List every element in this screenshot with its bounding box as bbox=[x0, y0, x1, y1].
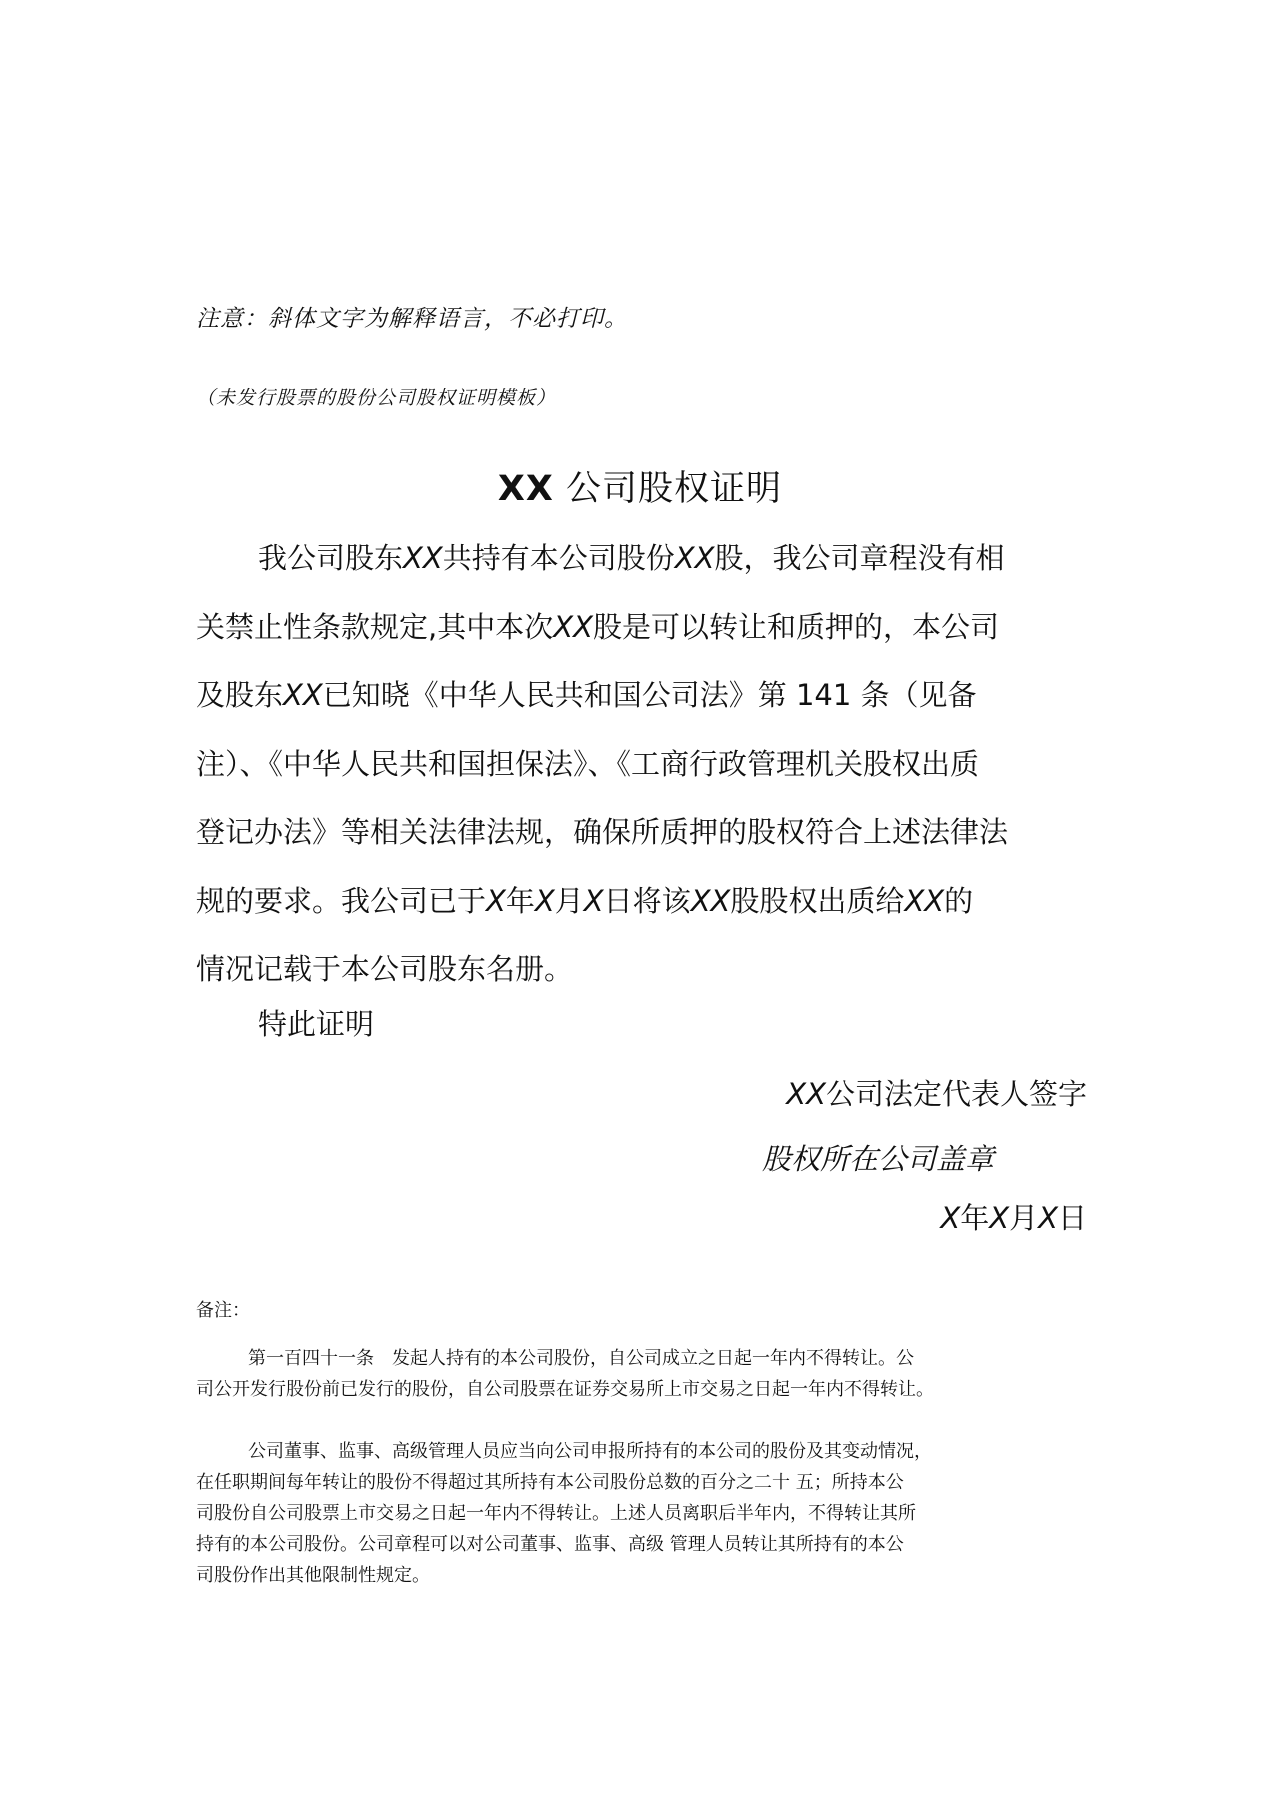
template-subtitle: （未发行股票的股份公司股权证明模板） bbox=[196, 387, 557, 409]
remarks-paragraph-2 bbox=[196, 1436, 1096, 1591]
body-line-4: 注）、《中华人民共和国担保法》、《工商行政管理机关股权出质 bbox=[196, 746, 980, 781]
remark-line: 公司董事、监事、高级管理人员应当向公司申报所持有的本公司的股份及其变动情况， bbox=[248, 1441, 932, 1462]
placeholder-xx: XX bbox=[403, 541, 443, 575]
remark-line: 第一百四十一条 发起人持有的本公司股份，自公司成立之日起一年内不得转让。公 bbox=[248, 1348, 914, 1369]
text-segment: 月 bbox=[1009, 1201, 1039, 1235]
placeholder-xx: XX bbox=[904, 883, 945, 918]
signature-date bbox=[940, 1184, 1087, 1252]
text-segment: 日 bbox=[1057, 1201, 1087, 1235]
remarks-label: 备注： bbox=[196, 1300, 250, 1321]
note-text: 注意：斜体文字为解释语言，不必打印。 bbox=[196, 306, 628, 332]
remark-line: 司股份作出其他限制性规定。 bbox=[196, 1565, 430, 1586]
text-segment: 关禁止性条款规定,其中本次 bbox=[196, 609, 554, 644]
placeholder-xx: XX bbox=[283, 678, 323, 712]
signature-label: 公司法定代表人签字 bbox=[825, 1077, 1087, 1111]
placeholder-month: X bbox=[989, 1201, 1010, 1235]
text-segment: 及股东 bbox=[196, 678, 284, 712]
closing-text: 特此证明 bbox=[258, 1007, 375, 1041]
certificate-body bbox=[196, 524, 1096, 1004]
body-line-3 bbox=[196, 661, 1096, 730]
text-segment: 已知晓《中华人民共和国公司法》第 141 条（见备 bbox=[322, 678, 977, 712]
placeholder-month: X bbox=[534, 883, 555, 918]
remark-line: 司股份自公司股票上市交易之日起一年内不得转让。上述人员离职后半年内，不得转让其所 bbox=[196, 1503, 916, 1524]
body-line-6 bbox=[196, 867, 1096, 936]
company-seal-note: 股权所在公司盖章 bbox=[762, 1142, 995, 1176]
remark-line: 在任职期间每年转让的股份不得超过其所持有本公司股份总数的百分之二十 五；所持本公 bbox=[196, 1472, 904, 1493]
placeholder-xx: XX bbox=[786, 1077, 826, 1111]
placeholder-day: X bbox=[583, 883, 604, 918]
placeholder-year: X bbox=[940, 1201, 961, 1235]
title-text: 公司股权证明 bbox=[566, 469, 783, 509]
placeholder-xx: XX bbox=[553, 609, 593, 644]
body-line-7: 情况记载于本公司股东名册。 bbox=[196, 952, 574, 986]
representative-signature bbox=[786, 1060, 1087, 1128]
remarks-paragraph-1 bbox=[196, 1343, 1096, 1405]
text-segment: 股股权出质给 bbox=[730, 883, 905, 918]
placeholder-xx: XX bbox=[690, 883, 731, 918]
text-segment: 股是可以转让和质押的，本公司 bbox=[592, 609, 999, 644]
body-line-5: 登记办法》等相关法律法规，确保所质押的股权符合上述法律法 bbox=[196, 815, 1009, 849]
body-line-1 bbox=[196, 524, 1096, 593]
placeholder-year: X bbox=[486, 883, 506, 918]
title-company-placeholder: XX bbox=[497, 469, 554, 509]
placeholder-xx: XX bbox=[674, 541, 715, 575]
text-segment: 月 bbox=[554, 883, 584, 918]
text-segment: 共持有本公司股份 bbox=[442, 541, 675, 575]
text-segment: 的 bbox=[944, 883, 974, 918]
text-segment: 年 bbox=[505, 883, 535, 918]
page-title bbox=[0, 461, 1280, 511]
text-segment: 我公司股东 bbox=[258, 541, 404, 575]
text-segment: 股，我公司章程没有相 bbox=[714, 541, 1005, 575]
text-segment: 年 bbox=[960, 1201, 990, 1235]
text-segment: 日将该 bbox=[603, 883, 691, 918]
body-line-2 bbox=[196, 593, 1096, 662]
placeholder-day: X bbox=[1038, 1201, 1058, 1235]
remark-line: 持有的本公司股份。公司章程可以对公司董事、监事、高级 管理人员转让其所持有的本公 bbox=[196, 1534, 904, 1555]
remark-line: 司公开发行股份前已发行的股份，自公司股票在证券交易所上市交易之日起一年内不得转让。 bbox=[196, 1379, 934, 1400]
text-segment: 规的要求。我公司已于 bbox=[196, 883, 487, 918]
